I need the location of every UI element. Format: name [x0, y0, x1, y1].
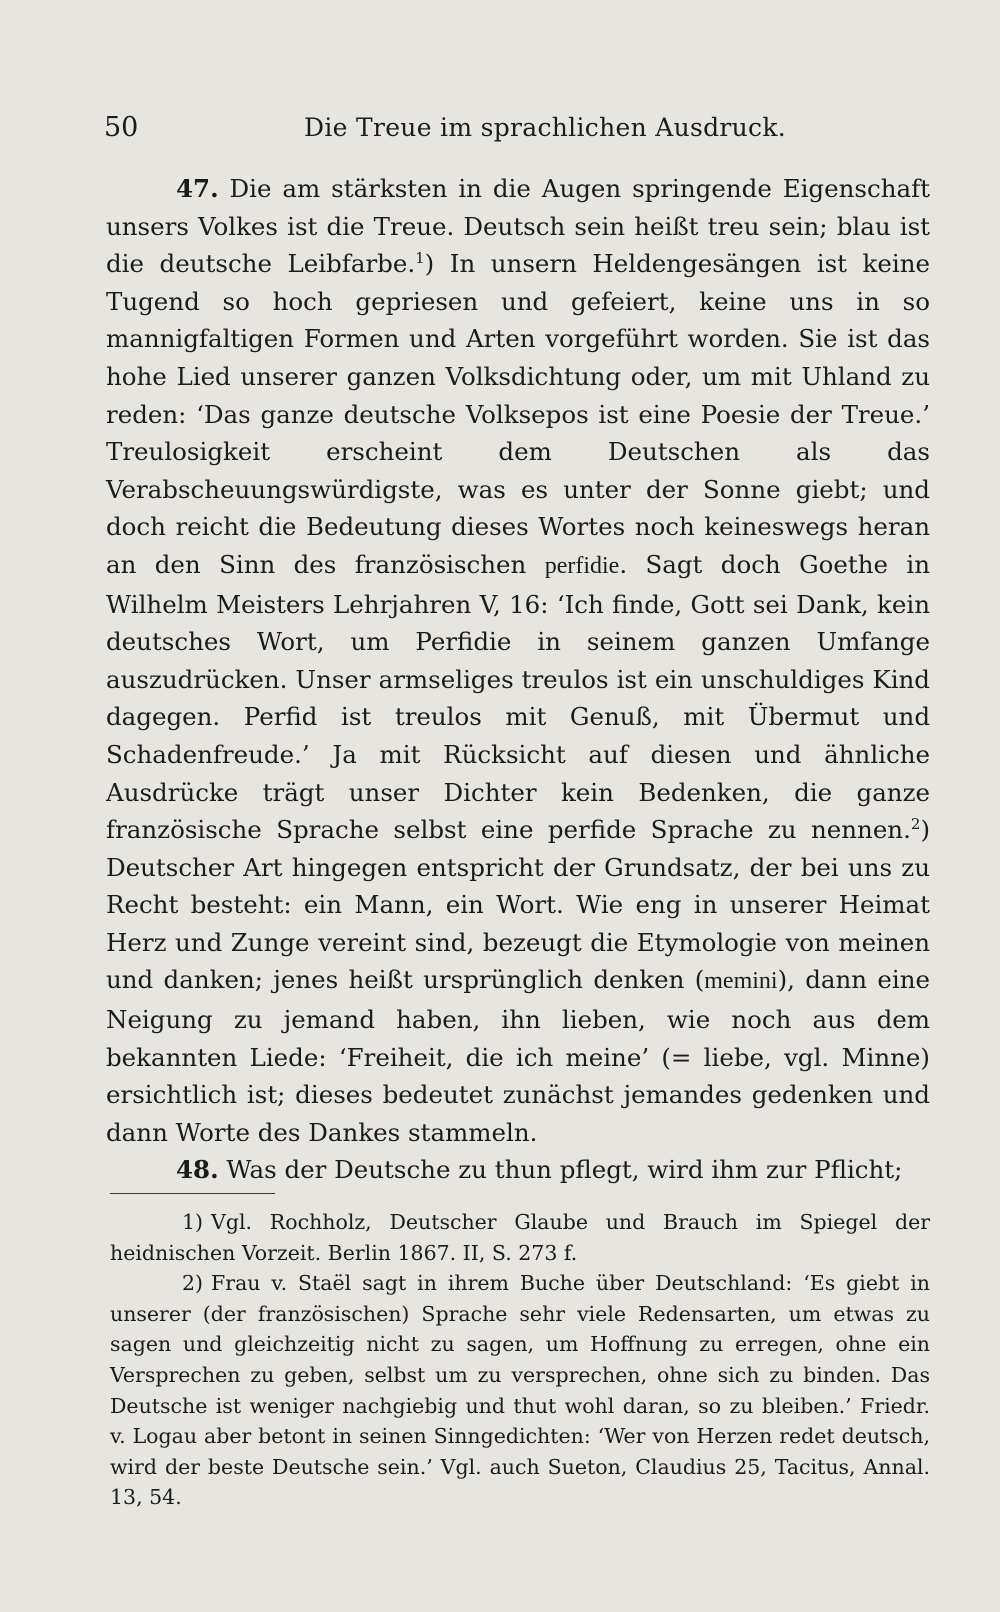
paragraph-number: 47.: [176, 174, 219, 203]
paragraph-text: Was der Deutsche zu thun pflegt, wird ihm zur Pflicht;: [226, 1155, 903, 1185]
footnote-text: Vgl. Rochholz, Deutscher Glaube und Brauch im Spiegel der heidnischen Vorzeit. Berlin 1867. II, S. 273 f.: [110, 1210, 930, 1265]
paragraph-number: 48.: [176, 1155, 219, 1185]
footnote-1: [110, 1207, 930, 1268]
footnote-ref-1: 1: [415, 249, 425, 268]
footnote-divider: [110, 1193, 275, 1194]
running-header: [104, 108, 924, 148]
main-text: [106, 170, 930, 1189]
paragraph-47: [106, 170, 930, 1151]
paragraph-text: ), dann eine Neigung zu jemand haben, ihn lieben, wie noch aus dem bekannten Liede: ‘Freiheit, die ich meine’ (= liebe, vgl. Minne) ersichtlich ist; dieses bedeutet zunächst jemandes gedenken und dann Worte des Dankes stammeln.: [106, 965, 930, 1147]
paragraph-text: ) In unsern Heldengesängen ist keine Tugend so hoch gepriesen und gefeiert, keine uns in so mannigfaltigen Formen und Arten vorgeführt worden. Sie ist das hohe Lied unserer ganzen Volksdichtung oder, um mit Uhland zu reden: ‘Das ganze deutsche Volksepos ist eine Poesie der Treue.’ Treulosigkeit erscheint dem Deutschen als das Verabscheuungswürdigste, was es unter der Sonne giebt; und doch reicht die Bedeutung dieses Wortes noch keineswegs heran an den Sinn des französischen: [106, 249, 930, 579]
latin-word: memini: [704, 968, 778, 995]
footnote-text: Frau v. Staël sagt in ihrem Buche über Deutschland: ‘Es giebt in unserer (der französischen) Sprache sehr viele Redensarten, um etwas zu sagen und gleichzeitig nicht zu sagen, um Hoffnung zu erregen, ohne ein Versprechen zu geben, selbst um zu versprechen, ohne sich zu binden. Das Deutsche ist weniger nachgiebig und thut wohl daran, so zu bleiben.’ Friedr. v. Logau aber betont in seinen Sinngedichten: ‘Wer von Herzen redet deutsch, wird der beste Deutsche sein.’ Vgl. auch Sueton, Claudius 25, Tacitus, Annal. 13, 54.: [110, 1271, 930, 1510]
paragraph-text: Die am stärksten in die Augen springende Eigenschaft unsers Volkes ist die Treue. Deutsch sein heißt treu sein; blau ist die deutsche Leibfarbe.: [106, 174, 930, 279]
paragraph-text: ) Deutscher Art hingegen entspricht der Grundsatz, der bei uns zu Recht besteht: ein Mann, ein Wort. Wie eng in unserer Heimat Herz und Zunge vereint sind, bezeugt die Etymologie von meinen und danken; jenes heißt ursprünglich denken (: [106, 815, 930, 995]
footnote-2: [110, 1268, 930, 1513]
paragraph-48: [106, 1151, 930, 1189]
page-number: 50: [104, 112, 139, 143]
footnote-mark: 2): [182, 1271, 204, 1296]
footnotes: [110, 1207, 930, 1513]
paragraph-text: . Sagt doch Goethe in Wilhelm Meisters Lehrjahren V, 16: ‘Ich finde, Gott sei Dank, kein deutsches Wort, um Perfidie in seinem ganzen Umfange auszudrücken. Unser armseliges treulos ist ein unschuldiges Kind dagegen. Perfid ist treulos mit Genuß, mit Übermut und Schadenfreude.’ Ja mit Rücksicht auf diesen und ähnliche Ausdrücke trägt unser Dichter kein Bedenken, die ganze französische Sprache selbst eine perfide Sprache zu nennen.: [106, 549, 930, 845]
footnote-mark: 1): [182, 1210, 204, 1234]
footnote-ref-2: 2: [910, 815, 921, 834]
running-title: Die Treue im sprachlichen Ausdruck.: [304, 113, 787, 142]
latin-word: perfidie: [544, 552, 620, 579]
